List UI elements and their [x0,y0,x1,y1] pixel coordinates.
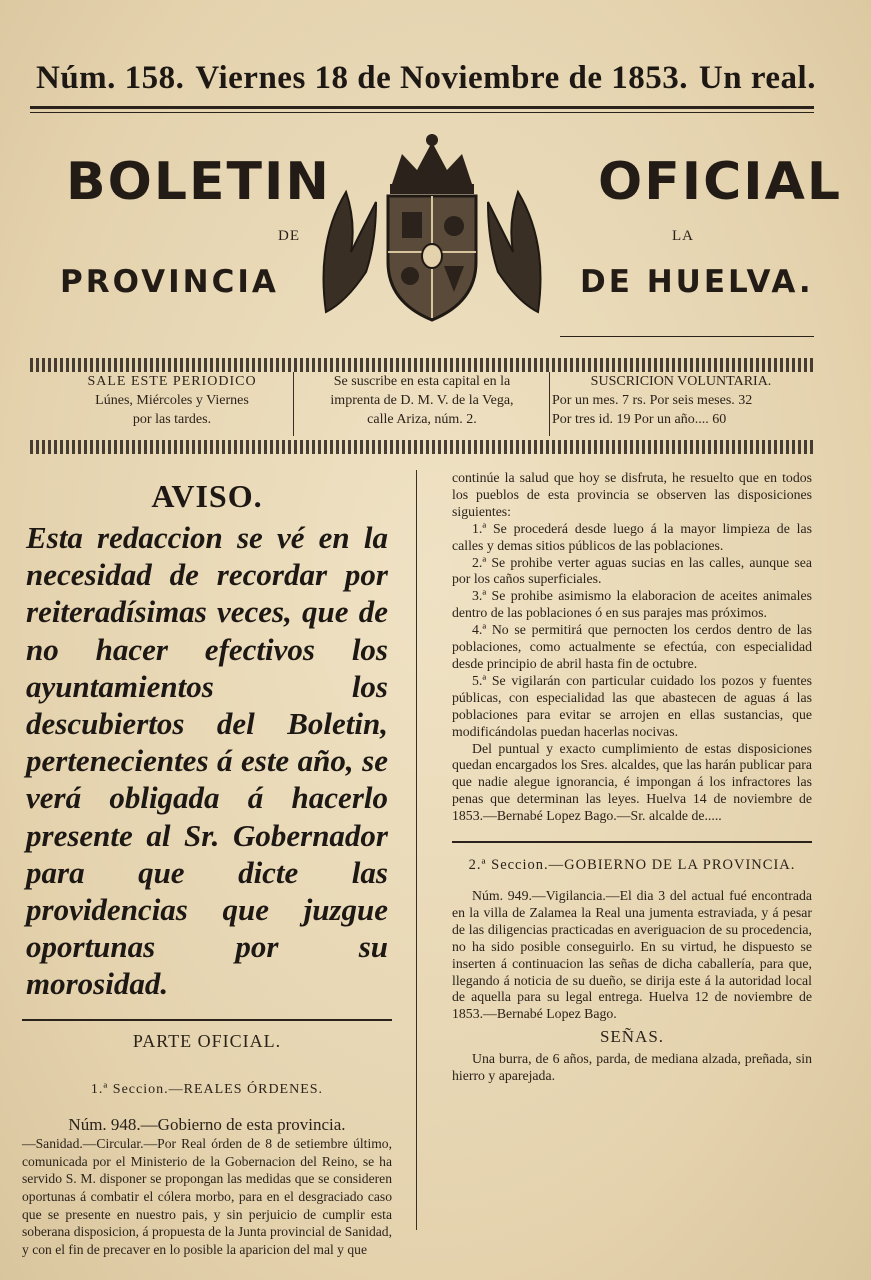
coat-of-arms-icon [306,132,558,336]
aviso-body: Esta redaccion se vé en la necesidad de recordar por reiteradísimas veces, que de no hacer efectivos los ayuntamientos los descubiertos del Boletin, pertenecientes á este año, se verá obligada á hacerlo presente al Sr. Gobernador para que dicte las providencias que juzgue oportunas por su morosidad. [26,520,388,1002]
prices-line-1: Por un mes. 7 rs. Por seis meses. 32 [552,393,753,408]
title-provincia: PROVINCIA [60,264,279,300]
senas-body: Una burra, de 6 años, parda, de mediana alzada, preñada, sin hierro y aparejada. [452,1051,812,1084]
publication-line-1: SALE ESTE PERIODICO [87,374,257,389]
title-underline [560,336,814,337]
title-de: DE [278,228,300,244]
subscription-line-3: calle Ariza, núm. 2. [367,412,477,427]
prices-heading: SUSCRICION VOLUNTARIA. [590,374,772,389]
issue-price: Un real. [698,60,816,96]
decree-closing: Del puntual y exacto cumplimiento de estas disposiciones quedan encargados los Sres. alcaldes, que las harán publicar para que nadie alegue ignorancia, é impongan á los infractores las penas que determinan las leyes. Huelva 14 de noviembre de 1853.—Bernabé Lopez Bago.—Sr. alcalde de..... [452,740,812,824]
section-rule [22,1019,392,1021]
publication-line-2: Lúnes, Miércoles y Viernes [95,393,249,408]
ornament-border-bottom [30,440,814,454]
masthead-rule-thin [30,112,814,113]
measure-2: 2.ª Se prohibe verter aguas sucias en las calles, aunque sea por los caños superficiales. [452,554,812,587]
decree-continuation: continúe la salud que hoy se disfruta, he resuelto que en todos los pueblos de esta provincia se observen las disposiciones siguientes: [452,470,812,519]
issue-number: Núm. 158. [36,60,185,96]
issue-date: Viernes 18 de Noviembre de 1853. [195,60,688,96]
left-column [22,470,392,1258]
publication-line-3: por las tardes. [132,412,212,427]
measure-3: 3.ª Se prohibe asimismo la elaboracion de aceites animales dentro de las poblaciones ó en sus parajes mas próximos. [452,588,812,621]
measure-1: 1.ª Se procederá desde luego á la mayor limpieza de las calles y demas sitios públicos de las poblaciones. [452,520,812,553]
measure-5: 5.ª Se vigilarán con particular cuidado los pozos y fuentes públicas, con especialidad las que abastecen de aguas á las poblaciones para evitar se arrojen en ellas sustancias, que modificándolas puedan hacerlas nocivas. [452,672,812,739]
aviso-title: AVISO. [151,478,263,514]
publication-info [60,372,284,434]
subscription-prices [552,372,810,434]
column-divider [416,470,417,1230]
title-boletin: BOLETIN [66,152,331,212]
gobierno-provincia-heading: 2.ª Seccion.—GOBIERNO DE LA PROVINCIA. [468,857,796,874]
section-rule-right [452,841,812,843]
right-column [452,470,812,1085]
senas-title: SEÑAS. [599,1027,665,1047]
masthead [36,60,816,110]
subscription-line-2: imprenta de D. M. V. de la Vega, [330,393,514,408]
subscription-line-1: Se suscribe en esta capital en la [333,374,511,389]
decree-heading: Núm. 948.—Gobierno de esta provincia. [68,1114,346,1134]
parte-oficial-title: PARTE OFICIAL. [132,1030,282,1051]
subscription-place [300,372,544,434]
decree-body: —Sanidad.—Circular.—Por Real órden de 8 de setiembre último, comunicada por el Ministerio de la Gobernacion del Reino, se ha servido S. M. disponer se propongan las medidas que se consideren oportunas á combatir el cólera morbo, para en el desgraciado caso que se presente en nuestro pais, y sin perjuicio de cumplir esta soberana disposicion, á propuesta de la Junta provincial de Sanidad, y con el fin de precaver en lo posible la aparicion del mal y que [22,1136,392,1257]
ornament-border-top [30,358,814,372]
title-huelva: DE HUELVA. [580,264,814,300]
measure-4: 4.ª No se permitirá que pernocten los cerdos dentro de las poblaciones, como actualmente se efectúa, con especialidad desde principio de abril hasta fin de octubre. [452,622,812,671]
info-divider-2 [549,372,550,436]
title-oficial: OFICIAL [598,152,842,212]
title-la: LA [672,228,694,244]
info-divider-1 [293,372,294,436]
vigilancia-notice: Núm. 949.—Vigilancia.—El dia 3 del actual fué encontrada en la villa de Zalamea la Real una jumenta estraviada, y á pesar de las diligencias practicadas en averiguacion de su procedencia, no ha sido posible conseguirlo. En su virtud, he dispuesto se inserten á continuacion las señas de dicha caballería, para que, llegando á noticia de su dueño, se dirija este á la autoridad local de aquella para su legal entrega. Huelva 12 de noviembre de 1853.—Bernabé Lopez Bago. [452,888,812,1022]
masthead-rule [30,106,814,109]
reales-ordenes-heading: 1.ª Seccion.—REALES ÓRDENES. [90,1081,324,1097]
prices-line-2: Por tres id. 19 Por un año.... 60 [552,412,727,427]
